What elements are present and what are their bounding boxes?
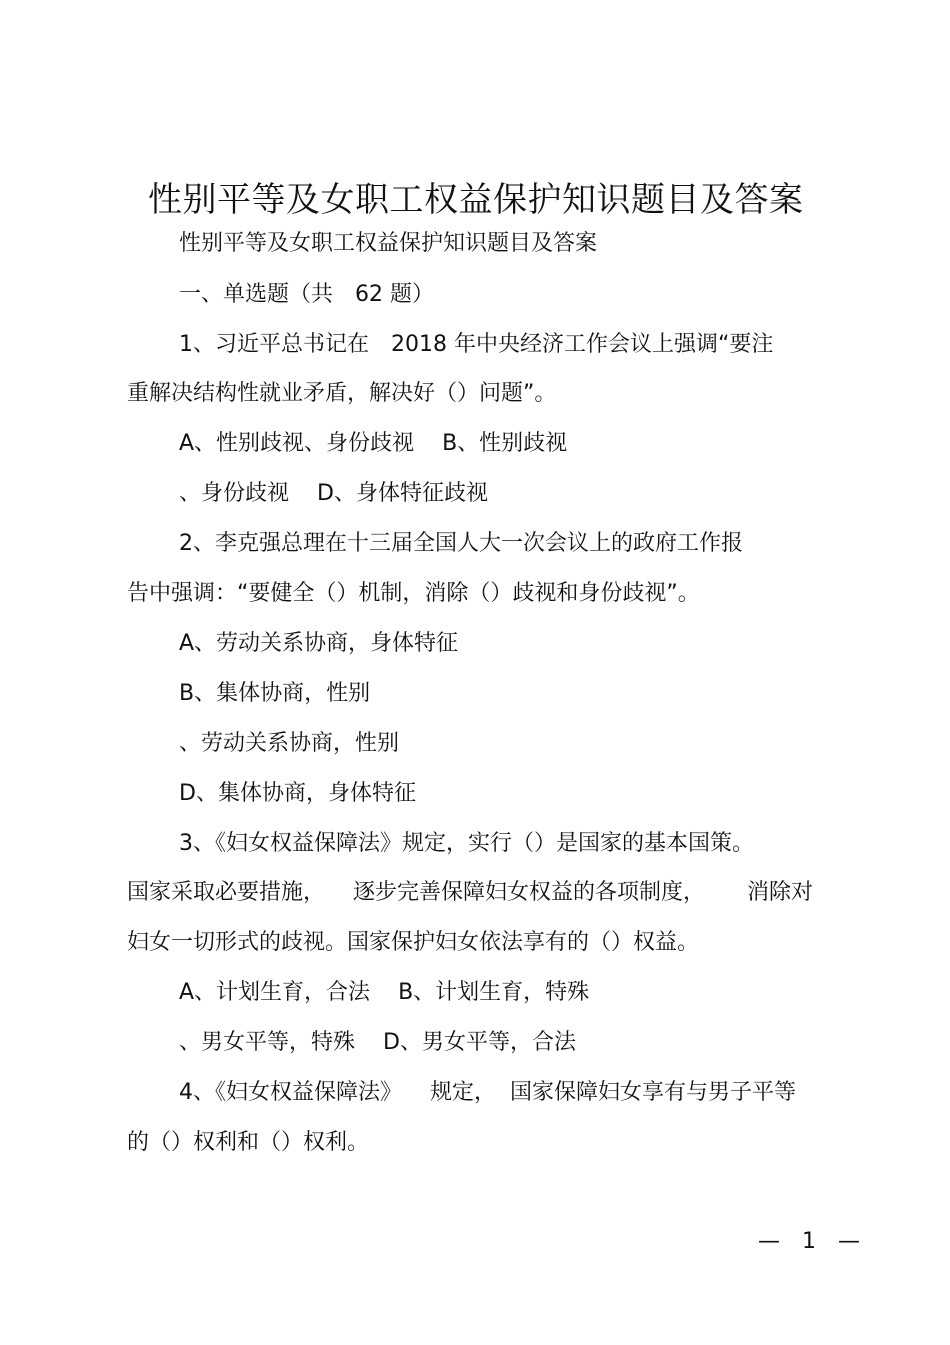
- question-3-options-cd: [179, 1028, 576, 1058]
- question-2-stem-line-2: 告中强调：“要健全（）机制，消除（）歧视和身份歧视”。: [127, 581, 700, 606]
- question-3-option-b: B、计划生育，特殊: [398, 980, 590, 1005]
- question-2-option-a: A、劳动关系协商，身体特征: [179, 631, 459, 656]
- question-3-options-ab: [179, 978, 589, 1008]
- question-4-stem-line-1-part-1: 4、《妇女权益保障法》: [179, 1080, 402, 1105]
- question-1-option-d: D、身体特征歧视: [317, 481, 488, 506]
- question-3-stem-line-3: 妇女一切形式的歧视。国家保护妇女依法享有的（）权益。: [127, 930, 700, 955]
- question-1-option-b: B、性别歧视: [442, 431, 568, 456]
- page-number: — 1 —: [758, 1229, 860, 1254]
- section-heading: 一、单选题（共 62 题）: [179, 282, 434, 307]
- question-4-stem-line-2: 的（）权利和（）权利。: [127, 1130, 370, 1155]
- question-3-stem-line-2-part-2: 逐步完善保障妇女权益的各项制度，: [353, 880, 706, 905]
- question-1-options-ab: [179, 429, 567, 459]
- question-3-option-c: 、男女平等，特殊: [179, 1030, 356, 1055]
- question-1-stem-line-2: 重解决结构性就业矛盾，解决好（）问题”。: [127, 381, 557, 406]
- question-3-stem-line-2-part-3: 消除对: [747, 880, 814, 905]
- question-3-option-d: D、男女平等，合法: [383, 1030, 576, 1055]
- question-2-stem-line-1: 2、李克强总理在十三届全国人大一次会议上的政府工作报: [179, 531, 743, 556]
- question-2-option-d: D、集体协商，身体特征: [179, 781, 416, 806]
- question-1-options-cd: [179, 479, 488, 509]
- document-title: 性别平等及女职工权益保护知识题目及答案: [148, 180, 804, 220]
- question-1-option-a: A、性别歧视、身份歧视: [179, 431, 415, 456]
- question-1-stem-line-1: 1、习近平总书记在 2018 年中央经济工作会议上强调“要注: [179, 332, 774, 357]
- question-4-stem-line-1-part-3: 国家保障妇女享有与男子平等: [510, 1080, 797, 1105]
- subtitle: 性别平等及女职工权益保护知识题目及答案: [179, 231, 598, 256]
- question-4-stem-line-1-part-2: 规定，: [430, 1080, 497, 1105]
- question-3-stem-line-2-part-1: 国家采取必要措施，: [127, 880, 326, 905]
- question-3-stem-line-2: [127, 878, 813, 908]
- question-4-stem-line-1: [179, 1078, 796, 1108]
- question-2-option-b: B、集体协商，性别: [179, 681, 371, 706]
- question-1-option-c: 、身份歧视: [179, 481, 290, 506]
- question-3-stem-line-1: 3、《妇女权益保障法》规定，实行（）是国家的基本国策。: [179, 831, 754, 856]
- question-2-option-c: 、劳动关系协商，性别: [179, 731, 400, 756]
- question-3-option-a: A、计划生育，合法: [179, 980, 371, 1005]
